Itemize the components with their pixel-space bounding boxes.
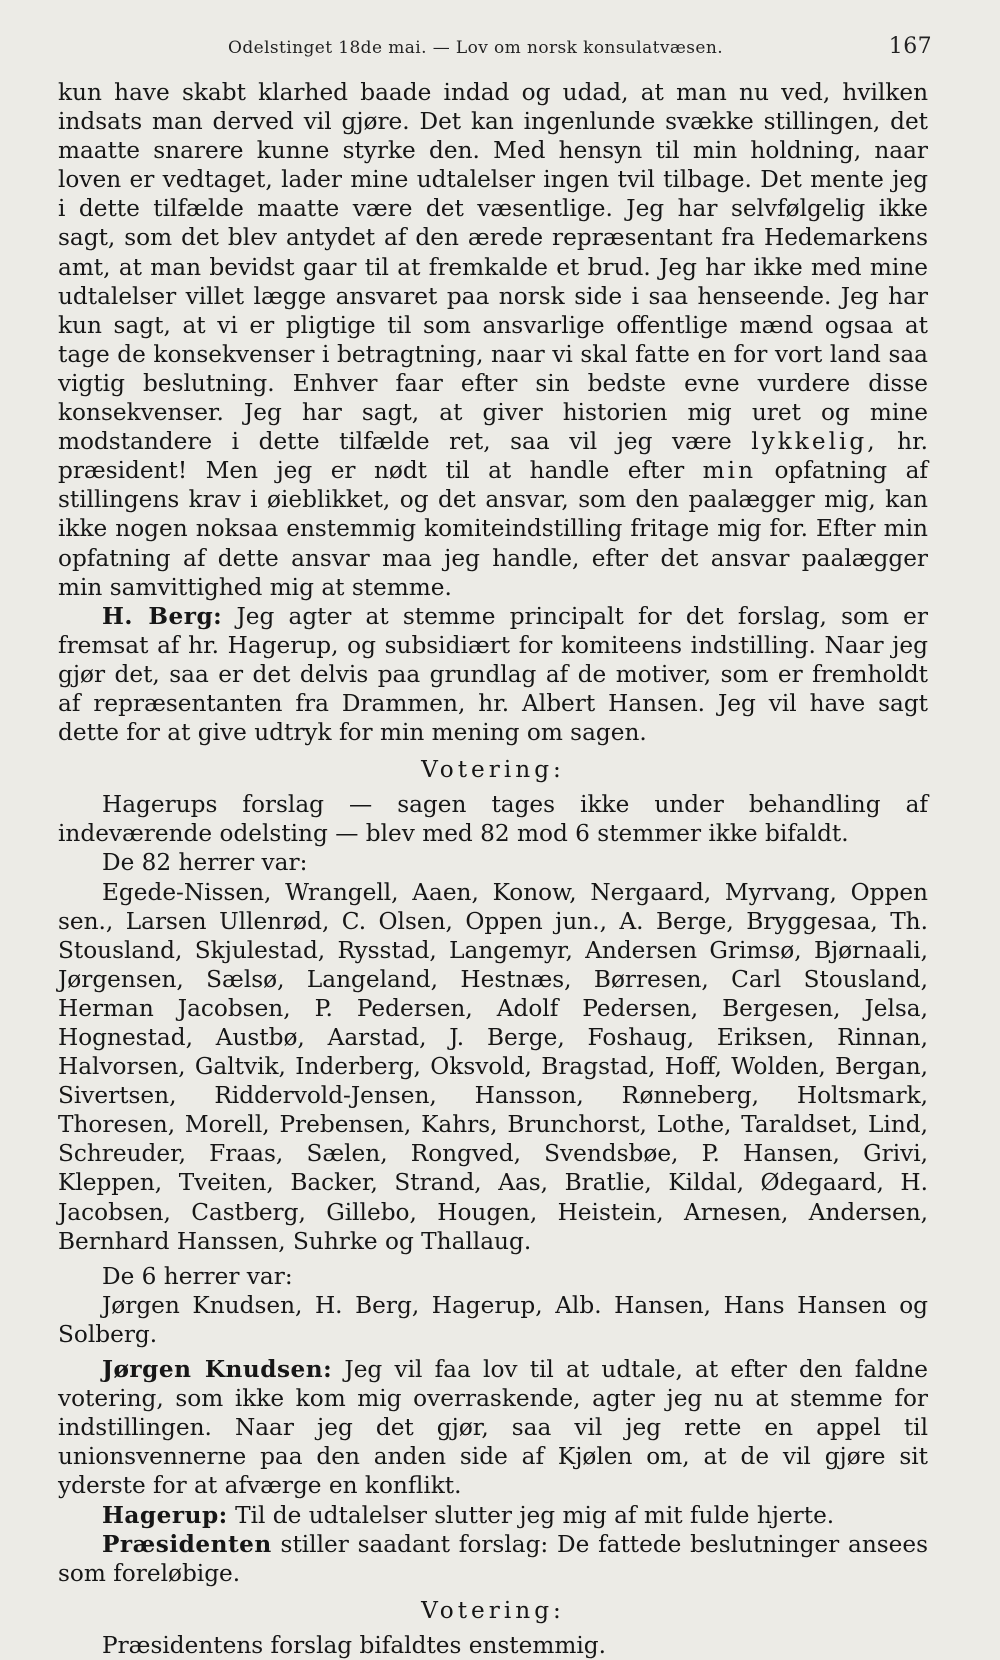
paragraph-text: kun have skabt klarhed baade indad og udad, at man nu ved, hvilken indsats man derved vil gjøre. Det kan ingenlunde svække stillingen, det maatte snarere kunne styrke den. Med hensyn til min holdning, naar loven er vedtaget, lader mine udtalelser ingen tvil tilbage. Det mente jeg i dette tilfælde maatte være det væsentlige. Jeg har selvfølgelig ikke sagt, som det blev antydet af den ærede repræsentant fra Hedemarkens amt, at man bevidst gaar til at fremkalde et brud. Jeg har ikke med mine udtalelser villet lægge ansvaret paa norsk side i saa henseende. Jeg har kun sagt, at vi er pligtige til som ansvarlige offentlige mænd ogsaa at tage de konsekvenser i betragtning, naar vi skal fatte en for vort land saa vigtig beslutning. Enhver faar efter sin bedste evne vurdere disse konsekvenser. Jeg har sagt, at giver historien mig uret og mine modstandere i dette tilfælde ret, saa vil jeg være xyxy=(58,79,928,456)
speech-hagerup xyxy=(58,1501,928,1530)
header-title: Odelstinget 18de mai. — Lov om norsk konsulatvæsen. xyxy=(228,38,724,58)
speech-text: Jeg agter at stemme principalt for det forslag, som er fremsat af hr. Hagerup, og subsidiært for komiteens indstilling. Naar jeg gjør det, saa er det delvis paa grundlag af de motiver, som er fremholdt af repræsentanten fra Drammen, hr. Albert Hansen. Jeg vil have sagt dette for at give udtryk for min mening om sagen. xyxy=(58,602,928,747)
speaker-name: H. Berg: xyxy=(102,602,223,630)
speech-berg xyxy=(58,602,928,747)
page-number: 167 xyxy=(888,34,932,59)
speaker-name: Hagerup: xyxy=(102,1501,228,1529)
emphasis-text: lykkelig, xyxy=(751,428,878,456)
paragraph-continuation xyxy=(58,78,928,602)
speaker-name: Jørgen Knudsen: xyxy=(102,1356,333,1384)
running-head xyxy=(58,34,932,78)
paragraph-text: hr. præsident! Men jeg er nødt til at handle efter xyxy=(58,428,928,485)
vote-list-heading: De 82 herrer var: xyxy=(102,849,308,877)
section-heading: Votering: xyxy=(421,1596,565,1624)
speech-text: Til de udtalelser slutter jeg mig af mit fulde hjerte. xyxy=(227,1501,835,1529)
speaker-name: Præsidenten xyxy=(102,1530,272,1558)
paragraph-text: opfatning af stillingens krav i øieblikket, og det ansvar, som den paalægger mig, kan ikke nogen noksaa enstemmig komiteindstilling fritage mig for. Efter min opfatning af dette ansvar maa jeg handle, efter det ansvar paalægger min samvittighed mig at stemme. xyxy=(58,457,928,601)
speech-president xyxy=(58,1530,928,1588)
body-text xyxy=(58,78,928,1660)
section-heading: Votering: xyxy=(421,756,565,784)
speech-text: stiller saadant forslag: De fattede beslutninger ansees som foreløbige. xyxy=(58,1530,928,1587)
vote-result: Hagerups forslag — sagen tages ikke under behandling af indeværende odelsting — blev med 82 mod 6 stemmer ikke bifaldt. xyxy=(58,791,928,848)
vote-list-names: Jørgen Knudsen, H. Berg, Hagerup, Alb. Hansen, Hans Hansen og Solberg. xyxy=(58,1291,928,1348)
emphasis-text: min xyxy=(702,457,757,485)
vote-list-heading: De 6 herrer var: xyxy=(102,1262,293,1290)
final-result: Præsidentens forslag bifaldtes enstemmig. xyxy=(102,1631,606,1659)
speech-text: Jeg vil faa lov til at udtale, at efter den faldne votering, som ikke kom mig overraskende, agter jeg nu at stemme for indstillingen. Naar jeg det gjør, saa vil jeg rette en appel til unionsvennerne paa den anden side af Kjølen om, at de vil gjøre sit yderste for at afværge en konflikt. xyxy=(58,1356,929,1500)
speech-knudsen xyxy=(58,1355,928,1500)
vote-list-names: Egede-Nissen, Wrangell, Aaen, Konow, Nergaard, Myrvang, Oppen sen., Larsen Ullenrød, C. Olsen, Oppen jun., A. Berge, Bryggesaa, Th. Stousland, Skjulestad, Rysstad, Langemyr, Andersen Grimsø, Bjørnaali, Jørgensen, Sælsø, Langeland, Hestnæs, Børresen, Carl Stousland, Herman Jacobsen, P. Pedersen, Adolf Pedersen, Bergesen, Jelsa, Hognestad, Austbø, Aarstad, J. Berge, Foshaug, Eriksen, Rinnan, Halvorsen, Galtvik, Inderberg, Oksvold, Bragstad, Hoff, Wolden, Bergan, Sivertsen, Riddervold-Jensen, Hansson, Rønneberg, Holtsmark, Thoresen, Morell, Prebensen, Kahrs, Brunchorst, Lothe, Taraldset, Lind, Schreuder, Fraas, Sælen, Rongved, Svendsbøe, P. Hansen, Grivi, Kleppen, Tveiten, Backer, Strand, Aas, Bratlie, Kildal, Ødegaard, H. Jacobsen, Castberg, Gillebo, Hougen, Heistein, Arnesen, Andersen, Bernhard Hanssen, Suhrke og Thallaug. xyxy=(58,878,928,1255)
